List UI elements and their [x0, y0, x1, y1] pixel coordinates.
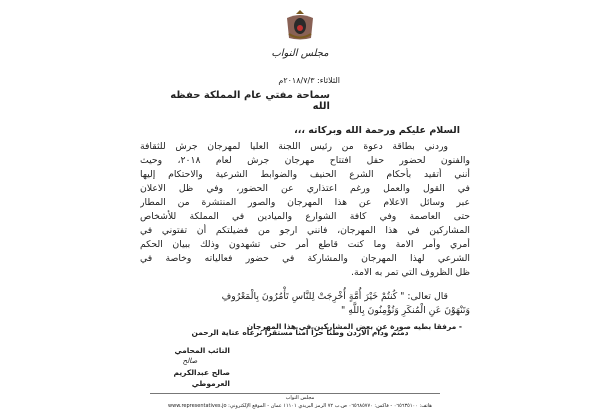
body-line: ظل الظروف التي تمر به الامة.: [351, 267, 470, 278]
body-line: أنني أتقيد بأحكام الشرع الحنيف والضوابط الشرعية والاحتكام إليها: [140, 169, 470, 180]
closing-line: دمتم ودام الاردن وطناً حراً آمناً مستقراً ترعاه عناية الرحمن: [191, 328, 409, 337]
letter-date: الثلاثاء: ٢٠١٨/٧/٣م: [278, 76, 340, 85]
footer-contact: هاتف: ٠٦٥٦٣٥١٠٠ - فاكس: ٠٦٥٦٨٥٧٧٠ ص.ب ٧٢ الرمز البريدي ١١١٠١ عمان - الموقع الإلكتروني: www.representatives.jo: [168, 403, 432, 409]
signature-block: [150, 345, 230, 389]
quran-quote: [140, 290, 470, 318]
body-line: وردني بطاقة دعوة من رئيس اللجنة العليا لمهرجان جرش للثقافة: [140, 141, 448, 152]
quote-line: وَتَنْهَوْنَ عَنِ الْمُنكَرِ وَتُؤْمِنُونَ بِاللَّهِ ": [341, 305, 470, 316]
body-line: المشاركين في هذا المهرجان، فانني ارجو من فضيلتكم أن تفتوني في: [140, 225, 470, 236]
body-line: حتى العاصمة وفي كافة الشوارع والميادين في المملكة للأشخاص: [140, 211, 470, 222]
council-name: مجلس النواب: [271, 48, 329, 59]
footer-divider: [150, 393, 440, 394]
body-line: عبر وسائل الاعلام عن هذا المهرجان والصور المنتشرة من المطار: [140, 197, 470, 208]
body-line: والفنون لحضور حفل افتتاح مهرجان جرش لعام ٢٠١٨، وحيث: [140, 155, 470, 166]
attachment-note: - مرفقا بطيه صورة عن بعض المشاركين في هذا المهرجان: [246, 322, 462, 331]
greeting: السلام عليكم ورحمة الله وبركاته ،،،: [294, 125, 460, 136]
body-line: الشرعي لهذا المهرجان والمشاركة في حضور فعالياته وخاصة في: [140, 253, 470, 264]
handwritten-signature: صالح: [182, 357, 198, 365]
body-line: أمري وأمر الامة وما كنت قاطع أمر حتى تشهدون وذلك ببيان الحكم: [140, 239, 470, 250]
jordan-coat-of-arms-icon: [281, 8, 319, 42]
footer-logo: مجلس النواب: [285, 395, 315, 401]
quote-line: قال تعالى: " كُنتُمْ خَيْرَ أُمَّةٍ أُخْرِجَتْ لِلنَّاسِ تَأْمُرُونَ بِالْمَعْرُوفِ: [221, 291, 448, 302]
body-line: في القول والعمل ورغم اعتذاري عن الحضور، وفي ظل الاعلان: [140, 183, 470, 194]
signer-title: النائب المحامي: [174, 346, 230, 355]
signer-name: صالح عبدالكريم العرموطي: [173, 368, 230, 388]
addressee: سماحة مفتي عام المملكة حفظه الله: [170, 90, 330, 112]
letter-body: [140, 140, 470, 280]
